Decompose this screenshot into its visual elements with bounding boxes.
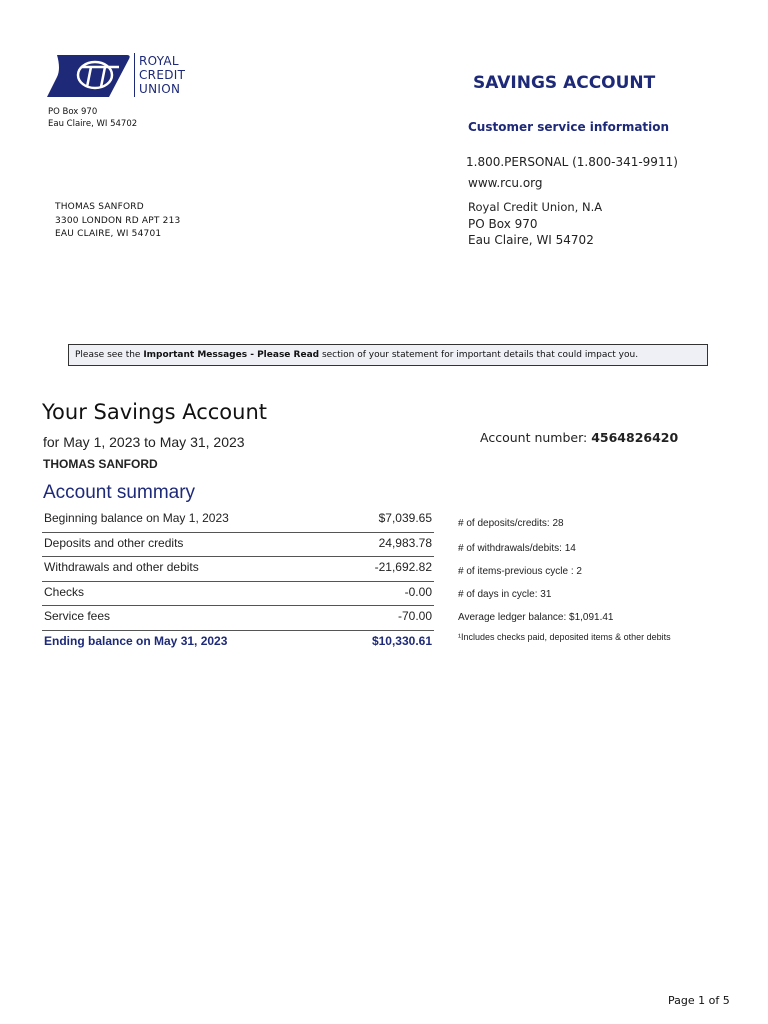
notice-pre: Please see the bbox=[75, 350, 144, 360]
account-summary-table bbox=[42, 508, 434, 654]
summary-label: Ending balance on May 31, 2023 bbox=[44, 633, 228, 648]
important-notice bbox=[68, 344, 708, 366]
summary-value: -0.00 bbox=[404, 584, 432, 599]
customer-service-heading: Customer service information bbox=[468, 120, 670, 134]
summary-label: Deposits and other credits bbox=[44, 535, 184, 550]
stat-deposits: # of deposits/credits: 28 bbox=[458, 518, 564, 529]
account-number-value: 4564826420 bbox=[591, 430, 679, 445]
notice-post: section of your statement for important details that could impact you. bbox=[319, 350, 639, 360]
summary-row-beginning bbox=[42, 508, 434, 533]
contact-city: Eau Claire, WI 54702 bbox=[468, 233, 594, 247]
summary-label: Checks bbox=[44, 584, 85, 599]
rcu-logo-mark bbox=[47, 53, 131, 99]
account-number-line bbox=[480, 430, 678, 445]
statement-title: SAVINGS ACCOUNT bbox=[473, 73, 656, 93]
statement-period: for May 1, 2023 to May 31, 2023 bbox=[43, 434, 245, 450]
recipient-city: EAU CLAIRE, WI 54701 bbox=[55, 229, 162, 239]
summary-row-ending bbox=[42, 631, 434, 655]
logo-word-union: UNION bbox=[139, 82, 181, 96]
account-holder: THOMAS SANFORD bbox=[43, 457, 158, 471]
logo-word-royal: ROYAL bbox=[139, 54, 179, 68]
contact-po-box: PO Box 970 bbox=[468, 217, 538, 231]
summary-heading: Account summary bbox=[43, 482, 196, 503]
summary-row-withdrawals bbox=[42, 557, 434, 582]
contact-org: Royal Credit Union, N.A bbox=[468, 200, 603, 214]
page-number: Page 1 of 5 bbox=[668, 994, 730, 1007]
recipient-name: THOMAS SANFORD bbox=[55, 202, 144, 212]
summary-label: Beginning balance on May 1, 2023 bbox=[44, 511, 229, 525]
summary-label: Service fees bbox=[44, 609, 111, 623]
summary-value: -70.00 bbox=[397, 609, 432, 623]
summary-row-checks bbox=[42, 582, 434, 607]
return-address-line2: Eau Claire, WI 54702 bbox=[48, 119, 138, 129]
contact-phone: 1.800.PERSONAL (1.800-341-9911) bbox=[466, 155, 678, 169]
notice-link-text: Important Messages - Please Read bbox=[143, 350, 320, 360]
recipient-street: 3300 LONDON RD APT 213 bbox=[55, 215, 181, 226]
summary-row-service-fees bbox=[42, 606, 434, 631]
summary-value: -21,692.82 bbox=[374, 560, 432, 574]
return-address-line1: PO Box 970 bbox=[48, 107, 98, 117]
account-title: Your Savings Account bbox=[42, 400, 268, 424]
stat-average-balance: Average ledger balance: $1,091.41 bbox=[458, 612, 614, 623]
summary-value: $10,330.61 bbox=[371, 633, 432, 648]
stat-days-in-cycle: # of days in cycle: 31 bbox=[458, 589, 552, 600]
return-address bbox=[48, 106, 137, 130]
account-number-label: Account number: bbox=[480, 430, 592, 445]
summary-value: $7,039.65 bbox=[378, 511, 432, 525]
stat-withdrawals: # of withdrawals/debits: 14 bbox=[458, 543, 576, 554]
logo-word-credit: CREDIT bbox=[139, 68, 186, 82]
stat-items-previous: # of items-previous cycle : 2 bbox=[458, 566, 582, 577]
summary-value: 24,983.78 bbox=[378, 535, 432, 550]
contact-website: www.rcu.org bbox=[468, 176, 543, 190]
recipient-address bbox=[55, 201, 180, 242]
summary-label: Withdrawals and other debits bbox=[44, 560, 199, 574]
summary-footnote: ¹Includes checks paid, deposited items & other debits bbox=[458, 632, 671, 642]
rcu-logo bbox=[47, 53, 187, 99]
summary-row-deposits bbox=[42, 533, 434, 558]
